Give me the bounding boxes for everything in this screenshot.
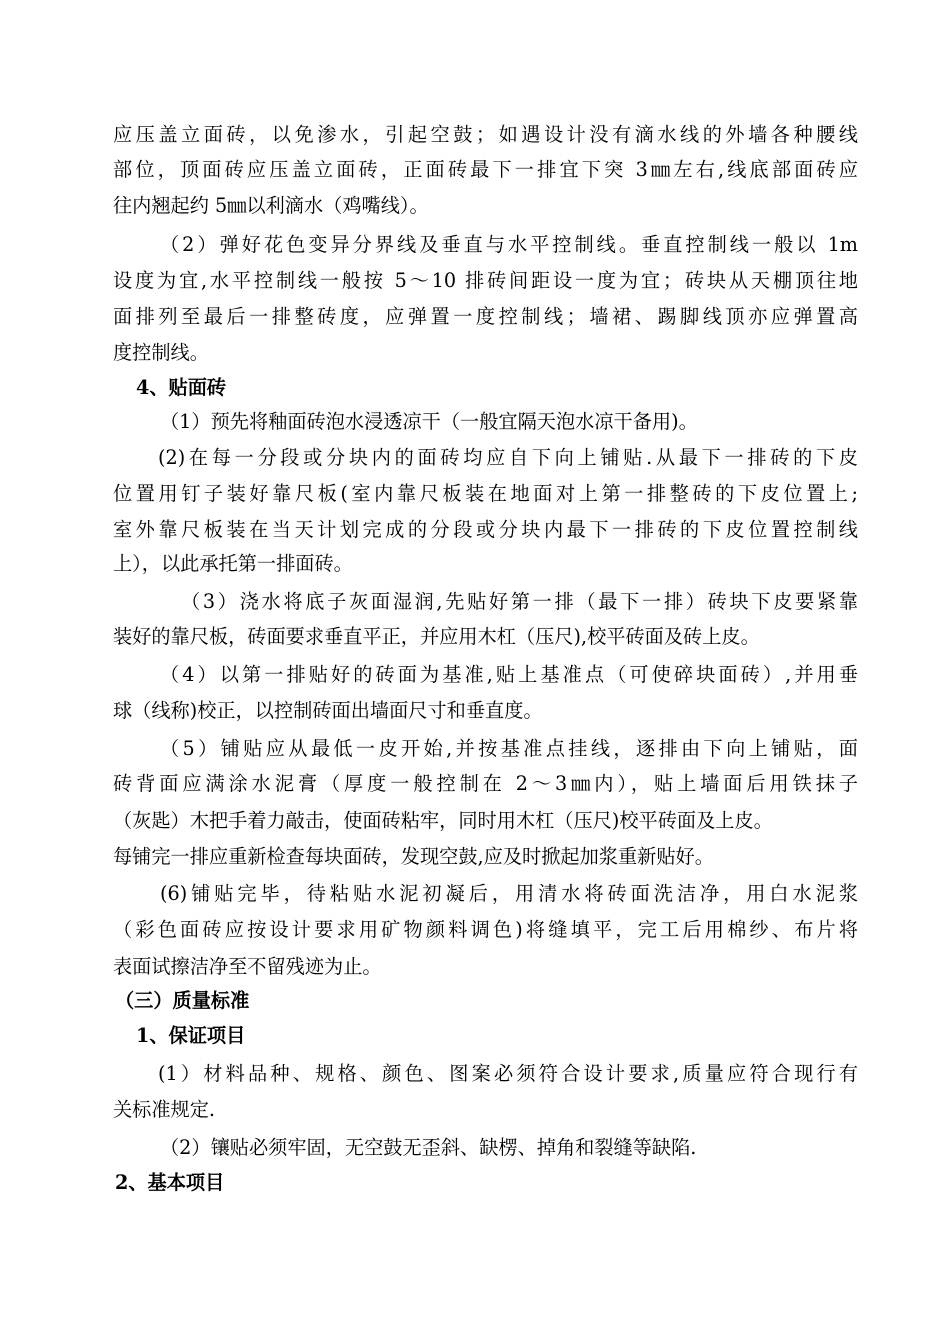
- paragraph-line: 关标准规定.: [113, 1098, 216, 1121]
- paragraph-line: （5）铺贴应从最低一皮开始,并按基准点挂线，逐排由下向上铺贴，面: [160, 737, 858, 760]
- paragraph-line: （4）以第一排贴好的砖面为基准,贴上基准点（可使碎块面砖）,并用垂: [160, 663, 858, 686]
- paragraph-line: （3）浇水将底子灰面湿润,先贴好第一排（最下一排）砖块下皮要紧靠: [181, 590, 858, 613]
- section-heading: 1、保证项目: [136, 1024, 246, 1047]
- paragraph-line: （2）弹好花色变异分界线及垂直与水平控制线。垂直控制线一般以 1m: [160, 233, 858, 256]
- paragraph-line: 面排列至最后一排整砖度，应弹置一度控制线；墙裙、踢脚线顶亦应弹置高: [113, 305, 858, 328]
- paragraph-line: 砖背面应满涂水泥膏（厚度一般控制在 2～3㎜内），贴上墙面后用铁抹子: [113, 772, 858, 795]
- paragraph-line: (1）材料品种、规格、颜色、图案必须符合设计要求,质量应符合现行有: [158, 1062, 858, 1085]
- paragraph-line: （1）预先将釉面砖泡水浸透凉干（一般宜隔天泡水凉干备用)。: [160, 410, 698, 433]
- paragraph-line: （彩色面砖应按设计要求用矿物颜料调色)将缝填平，完工后用棉纱、布片将: [113, 918, 858, 941]
- paragraph-line: 室外靠尺板装在当天计划完成的分段或分块内最下一排砖的下皮位置控制线: [113, 518, 858, 541]
- paragraph-line: 部位，顶面砖应压盖立面砖，正面砖最下一排宜下突 3㎜左右,线底部面砖应: [113, 158, 858, 181]
- paragraph-line: （2）镶贴必须牢固，无空鼓无歪斜、缺楞、掉角和裂缝等缺陷.: [160, 1136, 697, 1159]
- paragraph-line: 应压盖立面砖，以免渗水，引起空鼓；如遇设计没有滴水线的外墙各种腰线: [113, 123, 858, 146]
- paragraph-line: 球（线称)校正，以控制砖面出墙面尺寸和垂直度。: [113, 699, 543, 722]
- section-heading: 2、基本项目: [115, 1171, 225, 1194]
- paragraph-line: (2)在每一分段或分块内的面砖均应自下向上铺贴.从最下一排砖的下皮: [158, 446, 858, 469]
- paragraph-line: 设度为宜,水平控制线一般按 5～10 排砖间距设一度为宜；砖块从天棚顶往地: [113, 269, 858, 292]
- paragraph-line: 每铺完一排应重新检查每块面砖，发现空鼓,应及时掀起加浆重新贴好。: [113, 845, 714, 868]
- section-heading: 4、贴面砖: [136, 376, 227, 399]
- paragraph-line: 装好的靠尺板，砖面要求垂直平正，并应用木杠（压尺),校平砖面及砖上皮。: [113, 625, 760, 648]
- paragraph-line: 往内翘起约 5㎜以利滴水（鸡嘴线）。: [113, 194, 429, 217]
- paragraph-line: 度控制线。: [113, 341, 209, 364]
- paragraph-line: 位置用钉子装好靠尺板(室内靠尺板装在地面对上第一排整砖的下皮位置上;: [113, 482, 858, 505]
- paragraph-line: （灰匙）木把手着力敲击，使面砖粘牢，同时用木杠（压尺)校平砖面及上皮。: [113, 809, 773, 832]
- paragraph-line: (6)铺贴完毕，待粘贴水泥初凝后，用清水将砖面洗洁净，用白水泥浆: [160, 882, 858, 905]
- paragraph-line: 表面试擦洁净至不留残迹为止。: [113, 955, 382, 978]
- paragraph-line: 上），以此承托第一排面砖。: [113, 552, 353, 575]
- section-heading: （三）质量标准: [115, 989, 250, 1012]
